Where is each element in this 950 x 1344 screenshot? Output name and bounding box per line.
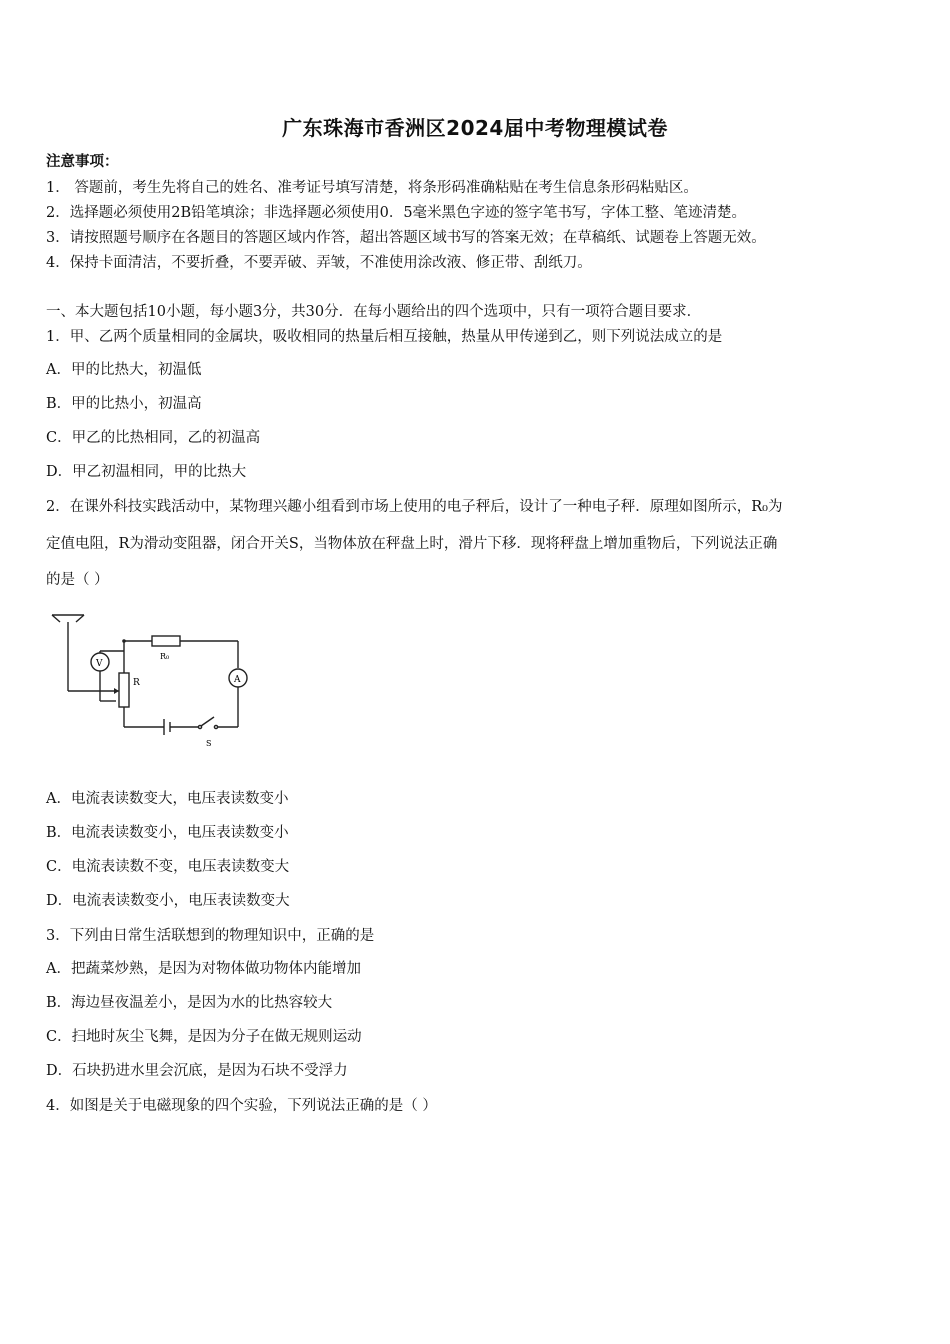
rheostat [119,673,129,707]
r0-resistor [152,636,180,646]
question-3-option-b: B．海边昼夜温差小，是因为水的比热容较大 [46,995,333,1011]
r0-label: R₀ [160,652,170,661]
question-2-option-d: D．电流表读数变小，电压表读数变大 [46,893,290,909]
question-3-option-d: D．石块扔进水里会沉底，是因为石块不受浮力 [46,1063,348,1079]
section-heading: 一、本大题包括10小题，每小题3分，共30分．在每小题给出的四个选项中，只有一项符合题目要求． [46,304,702,320]
question-2-option-a: A．电流表读数变大，电压表读数变小 [46,791,289,807]
question-1-option-d: D．甲乙初温相同，甲的比热大 [46,464,247,480]
question-4-stem: 4．如图是关于电磁现象的四个实验，下列说法正确的是（ ） [46,1098,437,1114]
switch-label: S [206,739,212,748]
notice-item: 1． 答题前，考生先将自己的姓名、准考证号填写清楚，将条形码准确粘贴在考生信息条形码粘贴区。 [46,180,698,196]
notice-item: 3．请按照题号顺序在各题目的答题区域内作答，超出答题区域书写的答案无效；在草稿纸、试题卷上答题无效。 [46,230,766,246]
question-3-option-a: A．把蔬菜炒熟，是因为对物体做功物体内能增加 [46,961,361,977]
page-title: 广东珠海市香洲区2024届中考物理模试卷 [282,116,668,140]
question-2-option-b: B．电流表读数变小，电压表读数变小 [46,825,289,841]
question-1-option-a: A．甲的比热大，初温低 [46,362,202,378]
question-1-option-b: B．甲的比热小，初温高 [46,396,202,412]
notice-heading: 注意事项： [46,153,119,170]
voltmeter-label: V [96,659,103,669]
question-2-option-c: C．电流表读数不变，电压表读数变大 [46,859,290,875]
switch [201,717,214,726]
r-label: R [133,678,140,688]
question-3-option-c: C．扫地时灰尘飞舞，是因为分子在做无规则运动 [46,1029,362,1045]
question-3-stem: 3．下列由日常生活联想到的物理知识中，正确的是 [46,928,375,944]
ammeter-label: A [234,675,241,685]
notice-item: 4．保持卡面清洁，不要折叠，不要弄破、弄皱，不准使用涂改液、修正带、刮纸刀。 [46,255,592,271]
notice-item: 2．选择题必须使用2B铅笔填涂；非选择题必须使用0．5毫米黑色字迹的签字笔书写，字体工整、笔迹清楚。 [46,205,747,221]
question-2-stem-line2: 定值电阻，R为滑动变阻器，闭合开关S，当物体放在秤盘上时，滑片下移．现将秤盘上增加重物后，下列说法正确 [46,536,778,552]
question-1-stem: 1．甲、乙两个质量相同的金属块，吸收相同的热量后相互接触，热量从甲传递到乙，则下列说法成立的是 [46,329,723,345]
circuit-diagram [46,605,256,755]
question-2-stem-line3: 的是（ ） [46,572,109,588]
question-2-stem-line1: 2．在课外科技实践活动中，某物理兴趣小组看到市场上使用的电子秤后，设计了一种电子秤．原理如图所示，R₀为 [46,499,783,515]
question-1-option-c: C．甲乙的比热相同，乙的初温高 [46,430,261,446]
